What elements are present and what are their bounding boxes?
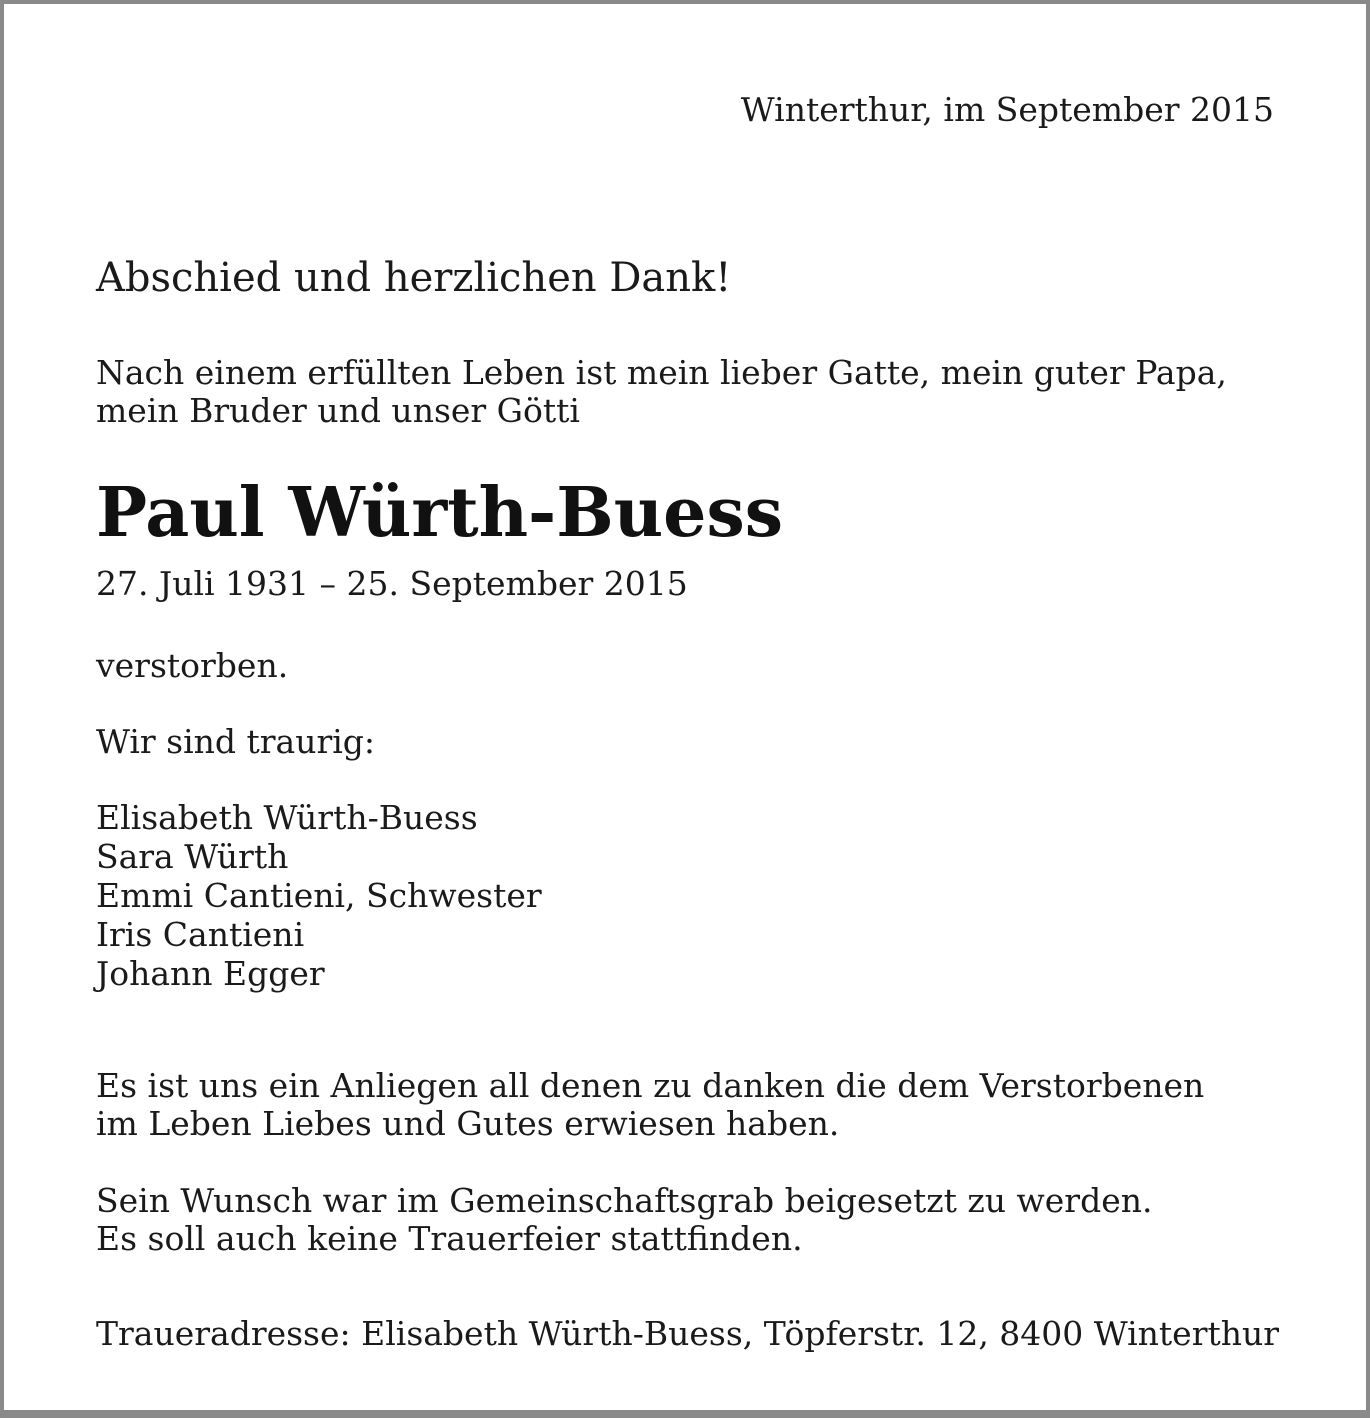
wish-paragraph bbox=[96, 1182, 1152, 1258]
deceased-name: Paul Würth-Buess bbox=[96, 473, 784, 553]
mourners-list bbox=[96, 798, 542, 993]
wish-line: Es soll auch keine Trauerfeier stattfinden. bbox=[96, 1219, 803, 1258]
thanks-line: im Leben Liebes und Gutes erwiesen haben. bbox=[96, 1104, 840, 1143]
intro-line: mein Bruder und unser Götti bbox=[96, 391, 580, 430]
mourner-name: Emmi Cantieni, Schwester bbox=[96, 876, 542, 915]
notice-heading: Abschied und herzlichen Dank! bbox=[96, 255, 732, 301]
mourner-name: Johann Egger bbox=[96, 954, 325, 993]
place-date: Winterthur, im September 2015 bbox=[740, 90, 1274, 129]
intro-paragraph bbox=[96, 354, 1227, 430]
life-dates: 27. Juli 1931 – 25. September 2015 bbox=[96, 564, 688, 603]
deceased-text: verstorben. bbox=[96, 646, 289, 685]
mourner-name: Sara Würth bbox=[96, 837, 289, 876]
mourner-name: Iris Cantieni bbox=[96, 915, 305, 954]
mourning-address: Traueradresse: Elisabeth Würth-Buess, Töpferstr. 12, 8400 Winterthur bbox=[96, 1314, 1280, 1353]
intro-line: Nach einem erfüllten Leben ist mein lieber Gatte, mein guter Papa, bbox=[96, 353, 1227, 392]
thanks-paragraph bbox=[96, 1067, 1204, 1143]
mourners-intro: Wir sind traurig: bbox=[96, 722, 376, 761]
thanks-line: Es ist uns ein Anliegen all denen zu danken die dem Verstorbenen bbox=[96, 1066, 1205, 1105]
wish-line: Sein Wunsch war im Gemeinschaftsgrab beigesetzt zu werden. bbox=[96, 1181, 1153, 1220]
mourner-name: Elisabeth Würth-Buess bbox=[96, 798, 478, 837]
